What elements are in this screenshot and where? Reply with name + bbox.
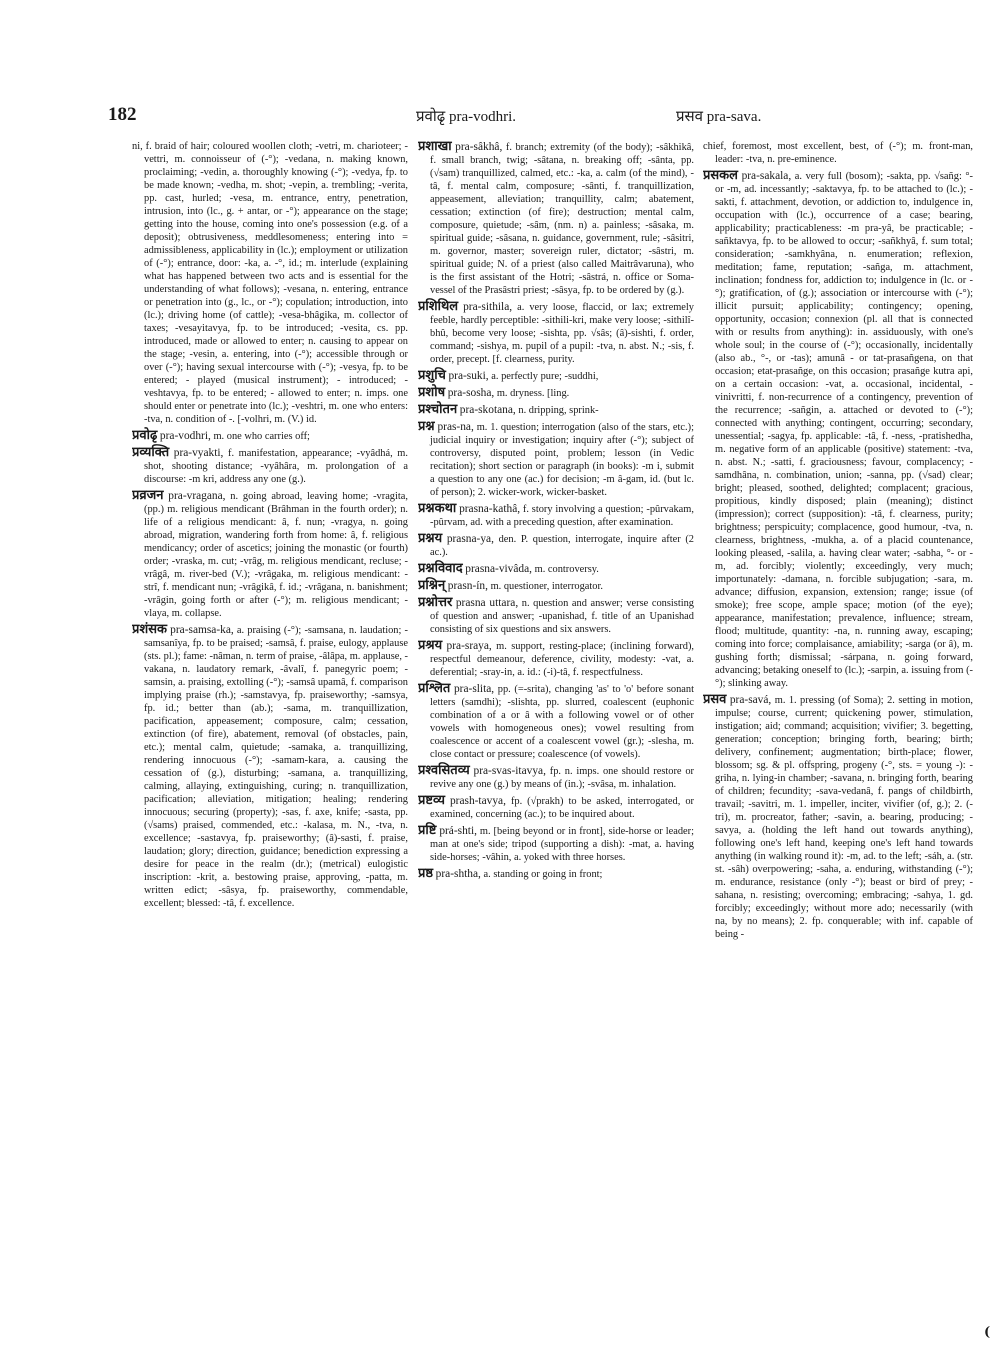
- entry-definition: ni, f. braid of hair; coloured woollen cloth; -vetri, m. charioteer; -vettri, m. connoisseur of (-°); -vedana, n. making known, proclaiming; -vedin, a. thoroughly knowing (-°); -vedya, fp. to be made known; -vedha, m. shot; -vepin, a. trembling; -verita, pp. cast, hurled; -vesa, m. entrance, entry, penetration, intrusion, into (lc., g. + antar, or -°); appearance on the stage; getting into the house, coming into one's possession (e.g. of a deposit); obtrusiveness, meddlesomeness; entering into = admissibleness, applicability in (lc.); employment or utilization of (-°); entrance, door: -ka, a. -°, id.; m. interlude (explaining what has happened between two acts and is essential for the understanding of what follows); -vesana, n. entering, entrance or penetration into (g., lc., or -°); copulation; introduction, into (lc.); driving home (of cattle); -vesa-bhâgika, m. collector of taxes; -vesayitavya, fp. to be introduced; -vesita, cs. pp. introduced, made or allowed to enter; n. causing to appear on the stage; -vesin, a. entering, into (-°); accessible through or over (-°); having sexual intercourse with (-°); -vesya, fp. to be entered; - played (musical instrument); - introduced; -veshtavya, fp. to be entered; - allowed to enter; n. imps. one should enter or penetrate into (lc.); -veshtri, m. one who enters: -tva, n. condition of -. [-volhri, m. (V.) id.: [132, 141, 408, 425]
- entry-definition: a. standing or going in front;: [483, 869, 603, 880]
- entry-definition: den. P. question, interrogate, inquire after (2 ac.).: [430, 534, 694, 558]
- dictionary-entry: [418, 532, 694, 559]
- entry-definition: m. [being beyond or in front], side-horse or leader; man at one's side; tripod (supporting a dish): -mat, a. having side-horses; -vâhin, a. yoked with three horses.: [430, 826, 694, 863]
- entry-headword: प्रष्टि: [418, 823, 437, 838]
- entry-headword: प्रश्वसितव्य: [418, 763, 470, 778]
- entry-definition: n. dripping, sprink-: [518, 405, 599, 416]
- entry-transliteration: pra-vyakti,: [173, 447, 224, 459]
- entry-definition: fp. n. imps. one should restore or revive any one (g.) by means of (in.); -svâsa, m. inhalation.: [430, 766, 694, 790]
- entry-transliteration: prasna-ya,: [446, 533, 494, 545]
- entry-headword: प्रश्नय: [418, 531, 443, 546]
- entry-transliteration: pra-svas-itavya,: [473, 765, 546, 777]
- dictionary-entry: [703, 169, 973, 690]
- dictionary-entry: [418, 764, 694, 791]
- dictionary-entry: [418, 579, 694, 593]
- entry-definition: chief, foremost, most excellent, best, of (-°); m. front-man, leader: -tva, n. pre-eminence.: [703, 141, 973, 165]
- entry-definition: n. going abroad, leaving home; -vragita, (pp.) m. religious mendicant (Brâhman in the fourth order); n. life of a religious mendicant: â, f. nun; -vragya, n. going abroad, migration, wandering forth from home: â, f. religious mendicancy; order of ascetics; joining the monastic (or fourth) order; -vraska, m. cut; -vrâg, m. religious mendicant, recluse; -vrâgâ, m. river-bed (V.); -vrâgaka, m. religious mendicant: -strî, f. mendicant nun; -vrâgikâ, f. id.; -vrâgana, n. banishment; -vrâgin, going forth or after (-°); m. religious mendicant; -vlaya, m. collapse.: [144, 491, 408, 619]
- entry-transliteration: prash-tavya,: [449, 795, 506, 807]
- entry-headword: प्रश्नोत्तर: [418, 595, 453, 610]
- entry-headword: प्रशिथिल: [418, 299, 459, 314]
- entry-transliteration: pra-samsa-ka,: [170, 624, 234, 636]
- dictionary-entry: [418, 682, 694, 761]
- entry-headword: प्रव्रजन: [132, 488, 164, 503]
- running-head-right: प्रसव pra-sava.: [676, 109, 762, 125]
- entry-definition: f. story involving a question; -pûrvakam, -pûrvam, ad. with a preceding question, after examination.: [430, 504, 694, 528]
- entry-definition: m. questioner, interrogator.: [490, 581, 603, 592]
- entry-definition: f. manifestation, appearance; -vyâdhá, m. shot, shooting distance; -vyâhâra, m. prolongation of a discourse: -m kri, address any one (g.).: [144, 448, 408, 485]
- entry-transliteration: prá-shti,: [439, 825, 477, 837]
- entry-headword: प्रश्निन्: [418, 578, 446, 593]
- dictionary-entry: [132, 489, 408, 620]
- entry-definition: fp. (√prakh) to be asked, interrogated, or examined, concerning (ac.); to be inquired about.: [430, 796, 694, 820]
- entry-headword: प्रश्लित: [418, 681, 451, 696]
- entry-transliteration: pra-sosha,: [447, 387, 495, 399]
- dictionary-entry: [418, 140, 694, 297]
- page-header: [108, 104, 968, 130]
- entry-transliteration: pra-vragana,: [168, 490, 226, 502]
- entry-definition: m. dryness. [ling.: [496, 388, 570, 399]
- entry-definition: f. branch; extremity (of the body); -sâkhikâ, f. small branch, twig; -sâtana, n. breaking off; -sânta, pp. (√sam) tranquillized, calmed, etc.: -ka, a. calm (of the mind), -tâ, f. mental calm, composure; -sânti, f. tranquillization, appeasement, alleviation; tranquillity, calm; abatement, cessation; extinction (of fire); destruction; mental calm, composure, quietude; -sâm, (nm. n) a. painless; -sâsaka, m. spiritual guide; -sâsana, n. guidance, government, rule; -sâsitri, m. governor, master; sovereign ruler, dictator; -sâstri, m. spiritual guide; N. of a priest (also called Maitrâvaruna), who is the first assistant of the Hotri; -sâstrá, n. office or Soma-vessel of the Prasâstri priest; -sâsya, fp. to be ordered by (g.).: [430, 142, 694, 296]
- dictionary-entry: [418, 300, 694, 366]
- entry-transliteration: pra-sâkhâ,: [455, 141, 503, 153]
- dictionary-entry: [418, 639, 694, 679]
- dictionary-entry: [418, 794, 694, 821]
- dictionary-entry: [418, 562, 694, 576]
- entry-headword: प्रष्ठ: [418, 866, 434, 881]
- entry-headword: प्रष्टव्य: [418, 793, 445, 808]
- entry-definition: pp. (=-srita), changing 'as' to 'o' before sonant letters (samdhi); -slishta, pp. slurred, coalescent (euphonic combination of a or â with a following vowel or of other vowels with homogeneous ones); vowel resulting from coalescence or accent of a coalescent vowel (gr.); -slesha, m. close contact or pressure; coalescence (of vowels).: [430, 684, 694, 760]
- dictionary-entry: [418, 596, 694, 636]
- entry-headword: प्रसकल: [703, 168, 738, 183]
- entry-transliteration: pra-sraya,: [446, 640, 492, 652]
- entry-headword: प्रवोढृ: [132, 428, 158, 443]
- entry-transliteration: pra-sithila,: [463, 301, 513, 313]
- entry-headword: प्रश्नविवाद: [418, 561, 463, 576]
- dictionary-entry: [418, 403, 694, 417]
- dictionary-entry: [132, 429, 408, 443]
- entry-definition: a. perfectly pure; -suddhi,: [491, 371, 599, 382]
- entry-headword: प्रशाखा: [418, 140, 452, 154]
- entry-transliteration: pras-na,: [437, 421, 474, 433]
- dictionary-entry: [703, 693, 973, 941]
- entry-transliteration: pra-savá,: [729, 694, 772, 706]
- entry-definition: m. 1. pressing (of Soma); 2. setting in motion, impulse; course, current; quickening power, stimulation, instigation; aid; command; acquisition; vivifier; 3. begetting, generation; conception; bringing forth, bearing; birth; delivery, confinement; augmentation; birth-place; flower, blossom; sg. & pl. offspring, progeny (-°, sts. = young -): -griha, n. lying-in chamber; -savana, n. bringing forth, bearing of children; fecundity; -sava-vedanâ, f. pangs of childbirth, travail; -savitri, m. 1. impeller, inciter, vivifier (of, g.); 2. (-tri), m. procreator, father; -savin, a. bearing, producing; -savya, a. (holding the left hand out towards anything), following one's left hand, keeping one's left hand towards anything (in walking round it): -m, ad. to the left; -sáh, a. (str. st. -sâh) overpowering; -saha, a. enduring, withstanding (-°); m. endurance, resistance (only -°); beast or bird of prey; -sahana, n. resisting; overcoming; embracing; -sahya, 1. gd. forcibly; exceedingly; without more ado; necessarily (with na, by no means); 2. fp. conquerable; with inf. capable of being -: [715, 695, 973, 940]
- dictionary-entry: [418, 502, 694, 529]
- dictionary-column-3: [703, 140, 973, 1350]
- entry-headword: प्रश्चोतन: [418, 402, 458, 417]
- entry-definition: a. very full (bosom); -sakta, pp. √sañg: °- or -m, ad. incessantly; -saktavya, fp. to be attached to (lc.); -sakti, f. attachment, devotion, or addiction to, indulgence in, occupation with (lc.), occurrence of a case; bearing, applicability; practicableness: -m pra-yâ, be practicable; -sañktavya, fp. to be allowed to occur; -sañkhyâ, f. sum total; consideration; -samkhyâna, n. enumeration; reflexion, meditation; fame, reputation; -sañga, m. attachment, inclination; fondness for, addiction to; indulgence in (lc. or -°); gratification, of (g.); association or intercourse with (-°); illicit pursuit; applicability; contingency; opening, opportunity, occasion; connexion (pl. all that is connected with or results from anything): in. assiduously, with one's whole soul; in the course of (-°); occasionally, incidentally (also ab., °-, or -tas); amunâ - or tat-prasañgena, on that occasion; etat-prasañge, on this occasion; prasañge kutra api, on a certain occasion: -vat, a. occasional, incidental, -vinivritti, f. non-recurrence of a contingency, prevention of the recurrence; -sañgin, a. attached or devoted to (-°); connected with anything; contingent, occurring; secondary, unessential; -sagya, fp. applicable: -tâ, f. -ness, -pratishedha, m. negative form of an applicable (positive) statement: -tva, n. abst. N.; -satti, f. graciousness; favour, complacency; -samdhâna, n. combination, union; -sanna, pp. (√sad) clear; bright; pleased, soothed, delighted; complacent; gracious, propitious, kindly disposed; plain (meaning); distinct (impression); correct (supposition): -tâ, f. clearness, purity; brightness; perspicuity; complacence, good humour, -tva, n. clearness, brightness, -mukha, a. of a placid countenance, looking pleased, -salila, a. having clear water; -sabha, °- or -m, ad. forcibly; violently; exceedingly, very much; importunately: -damana, n. forcible subjugation; -sara, m. advance; diffusion, expansion, extension; range; issue (of smoke); free scope, ample space; motion (of the eye); appearance, manifestation; prevalence, influence; stream, flood; multitude, quantity: -na, n. running away, escaping; coming into force; complaisance, amiability; -sarga (or â), m. gushing forth; dismissal; -sárpana, n. going forward, advancing; betaking oneself to (lc.); -sarpin, a. issuing from (-°); slinking away.: [715, 171, 973, 689]
- entry-headword: प्रश्न: [418, 419, 435, 434]
- dictionary-entry: [418, 386, 694, 400]
- entry-transliteration: pra-slita,: [453, 683, 495, 695]
- entry-definition: n. question and answer; verse consisting of question and answer; -upanishad, f. title of an Upanishad consisting of six questions and six answers.: [430, 598, 694, 635]
- dictionary-column-2: [418, 140, 694, 1350]
- entry-definition: m. controversy.: [534, 564, 599, 575]
- dictionary-entry: [418, 420, 694, 499]
- entry-transliteration: pra-suki,: [448, 370, 489, 382]
- entry-transliteration: pra-skotana,: [459, 404, 516, 416]
- dictionary-entry: [418, 369, 694, 383]
- entry-definition: m. support, resting-place; (inclining forward), respectful demeanour, deference, civility, modesty: -vat, a. deferential; -sray-in, a. id.: (-i)-tâ, f. respectfulness.: [430, 641, 694, 678]
- dictionary-entry: [418, 824, 694, 864]
- dictionary-entry: [132, 140, 408, 426]
- entry-definition: a. very loose, flaccid, or lax; extremely feeble, hardly perceptible: -sithili-kri, make very loose; -sithilî-bhû, become very loose; -sishta, pp. √sâs; (â)-sishti, f. order, command; -sishya, m. pupil of a pupil: -tva, n. abst. N.; -sis, f. order, precept. [f. clearness, purity.: [430, 302, 694, 365]
- entry-transliteration: prasna-vivâda,: [465, 563, 533, 575]
- entry-definition: m. one who carries off;: [213, 431, 310, 442]
- entry-headword: प्रश्रय: [418, 638, 443, 653]
- page-number: 182: [108, 104, 137, 125]
- entry-headword: प्रशोष: [418, 385, 446, 400]
- entry-definition: m. 1. question; interrogation (also of the stars, etc.); judicial inquiry or investigation; inquiry after (-°); subject of controversy, disputed point, problem; lesson (in Vedic recitation); short section or paragraph (in books): -m i, submit a question to any one (ac.) for decision; -m â-gam, id. (but lc. of person); 2. wicker-work, wicker-basket.: [430, 422, 694, 498]
- running-head-left: प्रवोढृ pra-vodhri.: [416, 109, 517, 125]
- dictionary-entry: [132, 623, 408, 910]
- entry-transliteration: prasna uttara,: [455, 597, 519, 609]
- entry-transliteration: prasn-ín,: [447, 580, 488, 592]
- entry-headword: प्रव्यक्ति: [132, 445, 170, 460]
- entry-headword: प्रशंसक: [132, 622, 168, 637]
- dictionary-entry: [703, 140, 973, 166]
- dictionary-entry: [132, 446, 408, 486]
- dictionary-entry: [418, 867, 694, 881]
- entry-headword: प्रशुचि: [418, 368, 446, 383]
- entry-transliteration: pra-shtha,: [435, 868, 481, 880]
- entry-headword: प्रसव: [703, 692, 727, 707]
- entry-definition: a. praising (-°); -samsana, n. laudation; -samsanîya, fp. to be praised; -samsâ, f. praise, eulogy, applause (sts. pl.); fame: -nâman, n. term of praise, -âlâpa, m. applause, -vakana, n. laudatory remark, -âvalî, f. panegyric poem; -samsin, a. praising, extolling (-°); -samsâ upamâ, f. comparison implying praise (rh.); -samstavya, fp. praiseworthy; -samsya, fp. id.; better than (ab.); -sama, m. tranquillization, pacification, appeasement; composure, calm; cessation, extinction (of fire), abatement, removal (of obstacles, pain, etc.); mental calm, quietude; -samaka, a. tranquillizing, rendering innocuous (-°); -samam-kara, a. causing the cessation of (g.), disturbing; -samana, a. tranquillizing, calming, allaying, extinguishing, curing; n. tranquillization, pacification; alleviation, mitigation; healing; rendering innocuous; securing (property); -sas, f. axe, knife; -sasta, pp. (√sams) praised, commended, etc.: -kalasa, m. N., -tva, n. excellence; -sastavya, fp. praiseworthy; (â)-sasti, f. praise, laudation; glory; direction, guidance; benediction expressing a desire for peace in the realm (dr.); (metrical) eulogistic inscription: -krit, a. bestowing praise, approving, -patta, m. written edict; -sâsya, fp. praiseworthy, commendable, excellent; blessed: -tâ, f. excellence.: [144, 625, 408, 909]
- entry-transliteration: pra-vodhri,: [159, 430, 211, 442]
- entry-transliteration: prasna-kathâ,: [459, 503, 521, 515]
- corner-mark: (: [984, 1325, 991, 1340]
- dictionary-column-1: [132, 140, 408, 1350]
- entry-headword: प्रश्नकथा: [418, 501, 457, 516]
- entry-transliteration: pra-sakala,: [741, 170, 792, 182]
